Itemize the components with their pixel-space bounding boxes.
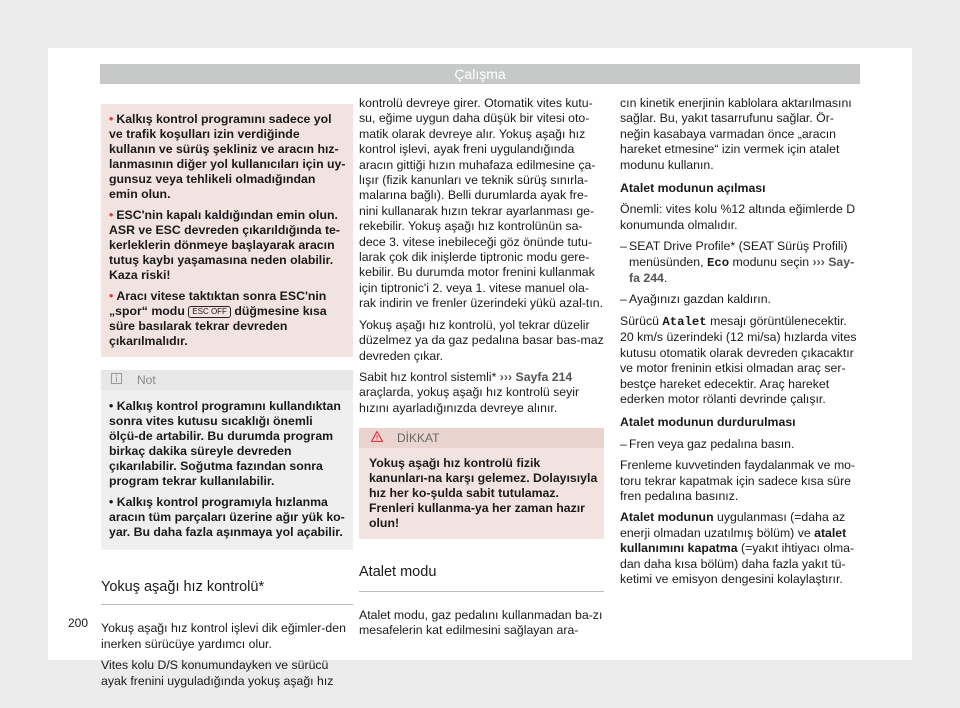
column-left bbox=[101, 104, 353, 695]
paragraph: Sabit hız kontrol sistemli* ››› Sayfa 214 araçlarda, yokuş aşağı hız kontrolü seyir hızını ayarladığınızda devreye alınır. bbox=[359, 369, 580, 415]
paragraph: Yokuş aşağı hız kontrol işlevi dik eğimler-den inerken sürücüye yardımcı olur. bbox=[101, 621, 346, 651]
paragraph: kontrolü devreye girer. Otomatik vites kutu-su, eğime uygun daha düşük bir vitesi oto-matik olarak devreye alır. Yokuş aşağı hız kontrol işlevi, ayak freni uygulandığında aracın gittiği hızın muhafaza edilmesine ça-lışır (fizik kanunları ve teknik sürüş sınırla-malarına bağlı). Belli durumlarda ayak fre-nini kullanarak hızın tekrar ayarlanması ge-rekebilir. Yokuş aşağı hız kontrolünün sa-dece 3. vitese inebileceği göz önünde tutu-larak çok dik inişlerde tiptronic modu gere-kebilir. Bu durumda motor frenini kullanmak için tiptronic'i 2. veya 1. vitese manuel ola-rak indirin ve frenler üzerindeki yükü azal-tın. bbox=[359, 96, 603, 311]
warning-item: • Aracı vitese taktıktan sonra ESC'nin „spor“ modu ESC OFF düğmesine kısa süre basılarak tekrar devreden çıkarılmalıdır. bbox=[109, 289, 327, 348]
page-reference-link[interactable]: ››› Sayfa 214 bbox=[499, 369, 573, 384]
bullet-icon: • bbox=[109, 208, 114, 222]
note-item: • Kalkış kontrol programıyla hızlanma aracın tüm parçaları üzerine ağır yük ko-yar. Bu daha fazla aşınmaya yol açabilir. bbox=[109, 495, 345, 539]
subheading: Atalet modunun açılması bbox=[620, 181, 766, 196]
note-item: • Kalkış kontrol programını kullandıktan sonra vites kutusu sıcaklığı önemli ölçü-de artabilir. Bu durumda program birkaç dakika süreyle devreden çıkarılabilir. Soğutma fazından sonra program tekrar kullanılabilir. bbox=[109, 399, 341, 488]
warning-item: • ESC'nin kapalı kaldığından emin olun. ASR ve ESC devreden çıkarıldığında te-kerleklerin dönmeye başlayarak aracın tutuş kaybı yaşamasına neden olabilir. Kaza riski! bbox=[109, 208, 340, 282]
paragraph: Atalet modu, gaz pedalını kullanmadan ba-zı mesafelerin kat edilmesini sağlayan ara- bbox=[359, 607, 603, 637]
warning-block bbox=[101, 104, 353, 357]
section-title-coasting: Atalet modu bbox=[359, 565, 604, 591]
note-header: Not bbox=[101, 370, 353, 390]
step-item: – SEAT Drive Profile* (SEAT Sürüş Profili) menüsünden, Eco modunu seçin ››› Say-fa 244. bbox=[620, 239, 855, 286]
warning-triangle-icon bbox=[371, 428, 383, 448]
paragraph: Yokuş aşağı hız kontrolü, yol tekrar düzelir düzelmez ya da gaz pedalına basar bas-maz devreden çıkar. bbox=[359, 317, 604, 363]
paragraph: Sürücü Atalet mesajı görüntülenecektir. 20 km/s üzerindeki (12 mi/sa) hızlarda vites kutusu otomatik olarak devreden çıkacaktır ve motor freninin etkisi olmadan araç ser-bestçe hareket edecektir. Araç hareket ederken motor rölanti devrinde çalışır. bbox=[620, 313, 857, 406]
paragraph: Vites kolu D/S konumundayken ve sürücü ayak frenini uyguladığında yokuş aşağı hız bbox=[101, 658, 334, 688]
page-number: 200 bbox=[68, 616, 89, 630]
note-body bbox=[101, 390, 353, 550]
esc-off-key-icon: ESC OFF bbox=[188, 306, 231, 318]
step-item: – Fren veya gaz pedalına basın. bbox=[620, 436, 795, 451]
column-right bbox=[620, 96, 860, 593]
warning-item: • Kalkış kontrol programını sadece yol ve trafik koşulları izin verdiğinde kullanın ve sürüş şekliniz ve aracın hız-lanmasının diğer yol kullanıcıları için uy-gunsuz veya tehlikeli olmadığından emin olun. bbox=[109, 112, 346, 201]
info-icon bbox=[111, 370, 123, 390]
paragraph: Frenleme kuvvetinden faydalanmak ve mo-toru tekrar kapatmak için sadece kısa süre fren pedalına basınız. bbox=[620, 458, 856, 503]
paragraph: Önemli: vites kolu %12 altında eğimlerde D konumunda olmalıdır. bbox=[620, 202, 856, 232]
bullet-icon: • bbox=[109, 399, 117, 413]
caution-body: Yokuş aşağı hız kontrolü fizik kanunları-na karşı gelemez. Dolayısıyla hız her ko-şulda sabit tutulamaz. Frenleri kullanma-ya her zaman hazır olun! bbox=[369, 456, 598, 531]
subheading: Atalet modunun durdurulması bbox=[620, 415, 796, 430]
caution-box bbox=[359, 428, 604, 539]
bullet-icon: • bbox=[109, 289, 114, 303]
step-item: – Ayağınızı gazdan kaldırın. bbox=[620, 292, 771, 307]
note-box bbox=[101, 370, 353, 550]
section-title-hill-descent: Yokuş aşağı hız kontrolü* bbox=[101, 580, 353, 605]
page-header: Çalışma bbox=[100, 64, 860, 84]
paragraph: Atalet modunun uygulanması (=daha az enerji olmadan uzatılmış bölüm) ve atalet kullanımını kapatma (=yakıt ihtiyacı olma-dan daha kısa bölüm) daha fazla yakıt tü-ketimi ve emisyon dengesini kolaylaştırır. bbox=[620, 510, 855, 586]
column-middle bbox=[359, 96, 604, 644]
paragraph: cın kinetik enerjinin kablolara aktarılmasını sağlar. Bu, yakıt tasarrufunu sağlar. Ör-neğin kasabaya varmadan önce „aracın hareket etmesine“ izin vermek için atalet modunu kullanın. bbox=[620, 96, 852, 172]
bullet-icon: • bbox=[109, 495, 117, 509]
bullet-icon: • bbox=[109, 112, 114, 126]
caution-header: DİKKAT bbox=[359, 428, 604, 448]
page-reference-link[interactable]: ››› Say-fa 244 bbox=[629, 254, 855, 286]
